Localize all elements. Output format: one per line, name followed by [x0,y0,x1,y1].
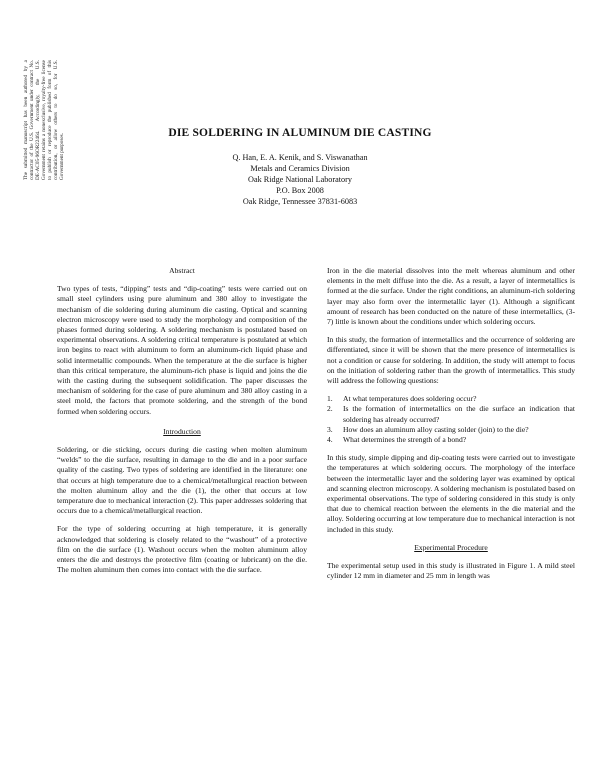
right-column [327,266,575,589]
author-division: Metals and Ceramics Division [250,164,350,173]
right-paragraph-4: The experimental setup used in this study is illustrated in Figure 1. A mild steel cylinder 12 mm in diameter and 25 mm in length was [327,561,575,581]
paper-title: DIE SOLDERING IN ALUMINUM DIE CASTING [168,127,432,139]
question-item [327,404,575,424]
left-column [57,266,307,583]
experimental-heading: Experimental Procedure [414,542,488,552]
abstract-heading: Abstract [169,266,195,275]
right-paragraph-3: In this study, simple dipping and dip-coating tests were carried out to investigate the temperatures at which soldering occurs. The morphology of the interface between the intermetallic layer and the soldering layer was examined by optical and scanning electron microscopy. A soldering mechanism is postulated based on experimental observations. The type of soldering considered in this study is only that due to chemical reaction between the elements in the die material and the alloy. Soldering occurring at low temperature due to mechanical interaction is not included in this study. [327,453,575,534]
question-text: How does an aluminum alloy casting solder (join) to the die? [343,424,529,434]
abstract-text: Two types of tests, “dipping” tests and “dip-coating” tests were carried out on small steel cylinders using pure aluminum and 380 alloy to investigate the mechanism of die soldering during aluminum die casting. Optical and scanning electron microscopy were used to study the morphology and composition of the phases formed during soldering. A soldering mechanism is postulated based on experimental observations. A soldering critical temperature is postulated at which iron begins to react with aluminum to form an aluminum-rich liquid phase and solid intermetallic compounds. When the temperature at the die surface is higher than this critical temperature, the aluminum-rich phase is liquid and joins the die with the casting during the subsequent solidification. The paper discusses the mechanism of soldering for the case of pure aluminum and 380 alloy casting in a steel mold, the factors that promote soldering, and the strength of the bond formed when soldering occurs. [57,284,307,416]
author-city: Oak Ridge, Tennessee 37831-6083 [242,197,358,206]
question-list [327,394,575,445]
copyright-notice-text: The submitted manuscript has been authored by a contractor of the U.S. Government under contract No. DE-AC05-96OR22464. Accordingly, the U.S. Government retains a nonexclusive, royalty-free license to publish or reproduce the published form of this contribution, or allow others to do so, for U.S. Government purposes. [23,60,65,180]
introduction-heading: Introduction [163,426,201,436]
question-number: 3. [327,424,333,434]
author-box: P.O. Box 2008 [276,186,324,195]
right-paragraph-2: In this study, the formation of intermetallics and the occurrence of soldering are differentiated, since it will be shown that the mere presence of intermetallics is not a condition or cause for soldering. In addition, the study will attempt to focus on the initiation of soldering rather than the growth of intermetallics. This study will address the following questions: [327,335,575,386]
author-names: Q. Han, E. A. Kenik, and S. Viswanathan [232,153,368,162]
intro-paragraph-2: For the type of soldering occurring at high temperature, it is generally acknowledged that soldering is closely related to the “washout” of a protective film on the die surface (1). Washout occurs when the molten aluminum alloy enters the die and destroys the protective film (coating or lubricant) on the die. The molten aluminum then comes into contact with the die surface. [57,524,307,575]
question-item [327,394,575,404]
question-number: 2. [327,404,333,414]
question-number: 4. [327,435,333,445]
question-text: What determines the strength of a bond? [343,435,467,445]
question-number: 1. [327,394,333,404]
question-item [327,425,575,435]
question-text: Is the formation of intermetallics on the die surface an indication that soldering has already occurred? [343,404,575,424]
right-paragraph-1: Iron in the die material dissolves into the melt whereas aluminum and other elements in the melt diffuse into the die. As a result, a layer of intermetallics is formed at the die surface. Under the right conditions, an aluminum-rich soldering layer may also form over the intermetallic layer (1). Although a significant amount of research has been conducted on the nature of these intermetallics, (3-7) little is known about the conditions under which soldering occurs. [327,266,575,327]
question-text: At what temperatures does soldering occur? [343,394,477,404]
intro-paragraph-1: Soldering, or die sticking, occurs during die casting when molten aluminum “welds” to the die surface, resulting in damage to the die and in a poor surface quality of the casting. Two types of soldering are identified in the literature: one that occurs at high temperature due to a chemical/metallurgical reaction between the molten aluminum alloy and the die (1), the other that occurs at low temperature due to mechanical interaction (2). This paper addresses soldering that occurs due to a chemical/metallurgical reaction. [57,445,307,516]
author-block [0,152,600,207]
author-lab: Oak Ridge National Laboratory [248,175,352,184]
question-item [327,435,575,445]
